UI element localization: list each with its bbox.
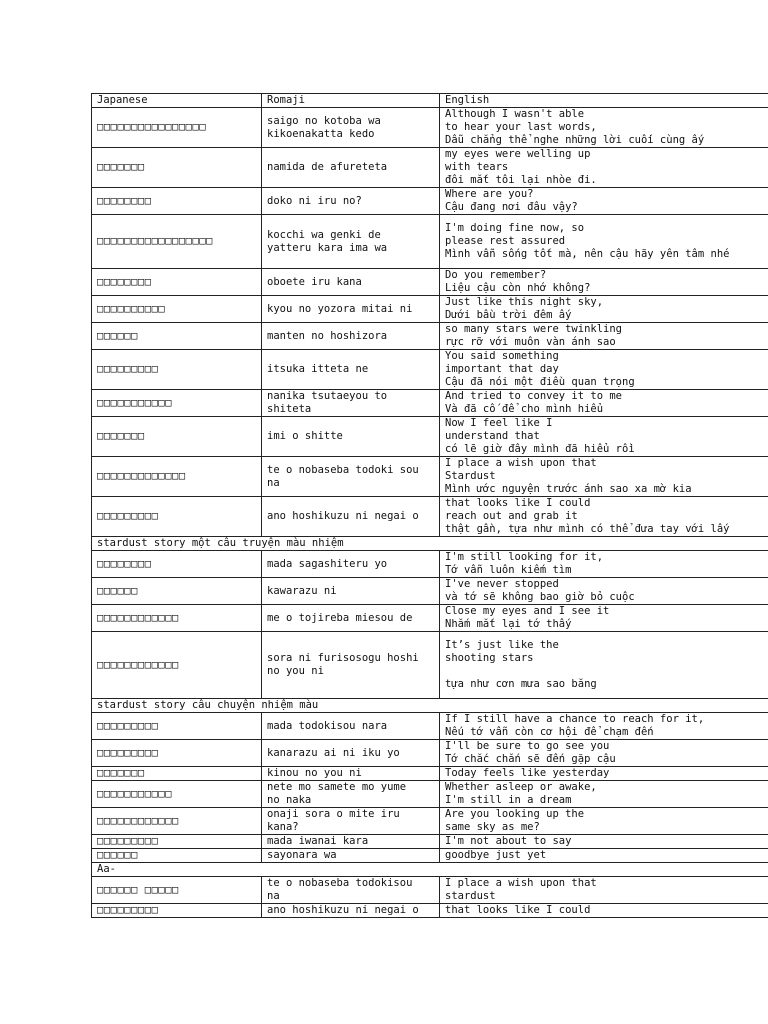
- japanese-cell: □□□□□□□□□□□□□: [92, 457, 262, 497]
- english-cell: If I still have a chance to reach for it, Nếu tớ vẫn còn cơ hội để chạm đến: [440, 713, 768, 740]
- japanese-cell: □□□□□□: [92, 323, 262, 350]
- japanese-cell: □□□□□□□□: [92, 269, 262, 296]
- japanese-cell: □□□□□□□□: [92, 188, 262, 215]
- japanese-cell: □□□□□□□□□□□: [92, 781, 262, 808]
- header-english: English: [440, 94, 768, 108]
- english-cell: I place a wish upon that stardust: [440, 877, 768, 904]
- section-row: [92, 863, 768, 877]
- lyric-row: [92, 781, 768, 808]
- romaji-cell: kocchi wa genki de yatteru kara ima wa: [262, 215, 440, 269]
- lyric-row: [92, 578, 768, 605]
- japanese-cell: □□□□□□□□□: [92, 497, 262, 537]
- romaji-cell: ano hoshikuzu ni negai o: [262, 904, 440, 918]
- lyric-row: [92, 390, 768, 417]
- lyric-row: [92, 632, 768, 699]
- lyric-row: [92, 808, 768, 835]
- english-cell: Do you remember? Liệu cậu còn nhớ không?: [440, 269, 768, 296]
- romaji-cell: mada iwanai kara: [262, 835, 440, 849]
- lyrics-sheet: [91, 93, 768, 918]
- section-label: stardust story câu chuyện nhiệm màu: [92, 699, 768, 713]
- japanese-cell: □□□□□□□□□□□□: [92, 605, 262, 632]
- lyric-row: [92, 108, 768, 148]
- lyric-row: [92, 740, 768, 767]
- romaji-cell: kyou no yozora mitai ni: [262, 296, 440, 323]
- romaji-cell: namida de afureteta: [262, 148, 440, 188]
- japanese-cell: □□□□□□□: [92, 148, 262, 188]
- header-romaji: Romaji: [262, 94, 440, 108]
- japanese-cell: □□□□□□□□□: [92, 713, 262, 740]
- romaji-cell: kinou no you ni: [262, 767, 440, 781]
- english-cell: I'll be sure to go see you Tớ chắc chắn sẽ đến gặp cậu: [440, 740, 768, 767]
- lyric-row: [92, 350, 768, 390]
- japanese-cell: □□□□□□□□□□□□: [92, 632, 262, 699]
- romaji-cell: imi o shitte: [262, 417, 440, 457]
- header-japanese: Japanese: [92, 94, 262, 108]
- romaji-cell: kawarazu ni: [262, 578, 440, 605]
- romaji-cell: sora ni furisosogu hoshi no you ni: [262, 632, 440, 699]
- lyric-row: [92, 835, 768, 849]
- english-cell: You said something important that day Cậu đã nói một điều quan trọng: [440, 350, 768, 390]
- lyric-row: [92, 877, 768, 904]
- lyric-row: [92, 605, 768, 632]
- english-cell: I'm not about to say: [440, 835, 768, 849]
- romaji-cell: ano hoshikuzu ni negai o: [262, 497, 440, 537]
- english-cell: Where are you? Cậu đang nơi đâu vậy?: [440, 188, 768, 215]
- romaji-cell: nete mo samete mo yume no naka: [262, 781, 440, 808]
- lyric-row: [92, 457, 768, 497]
- japanese-cell: □□□□□□□□□□□□: [92, 808, 262, 835]
- lyric-row: [92, 148, 768, 188]
- romaji-cell: te o nobaseba todokisou na: [262, 877, 440, 904]
- romaji-cell: mada todokisou nara: [262, 713, 440, 740]
- lyric-row: [92, 767, 768, 781]
- japanese-cell: □□□□□□□□□: [92, 740, 262, 767]
- romaji-cell: nanika tsutaeyou to shiteta: [262, 390, 440, 417]
- japanese-cell: □□□□□□□□□□□: [92, 390, 262, 417]
- japanese-cell: □□□□□□□□□: [92, 904, 262, 918]
- lyric-row: [92, 417, 768, 457]
- english-cell: I'm doing fine now, so please rest assured Mình vẫn sống tốt mà, nên cậu hãy yên tâm nhé: [440, 215, 768, 269]
- romaji-cell: onaji sora o mite iru kana?: [262, 808, 440, 835]
- english-cell: Close my eyes and I see it Nhắm mắt lại tớ thấy: [440, 605, 768, 632]
- section-row: [92, 537, 768, 551]
- romaji-cell: me o tojireba miesou de: [262, 605, 440, 632]
- japanese-cell: □□□□□□□□□□: [92, 296, 262, 323]
- english-cell: Today feels like yesterday: [440, 767, 768, 781]
- japanese-cell: □□□□□□□□□: [92, 835, 262, 849]
- english-cell: Now I feel like I understand that có lẽ giờ đây mình đã hiểu rồi: [440, 417, 768, 457]
- english-cell: Although I wasn't able to hear your last words, Dẫu chẳng thể nghe những lời cuối cùng ấy: [440, 108, 768, 148]
- lyric-row: [92, 323, 768, 350]
- english-cell: that looks like I could reach out and grab it thật gần, tựa như mình có thể đưa tay với lấy: [440, 497, 768, 537]
- english-cell: so many stars were twinkling rực rỡ với muôn vàn ánh sao: [440, 323, 768, 350]
- lyric-row: [92, 269, 768, 296]
- romaji-cell: mada sagashiteru yo: [262, 551, 440, 578]
- japanese-cell: □□□□□□□: [92, 417, 262, 457]
- japanese-cell: □□□□□□ □□□□□: [92, 877, 262, 904]
- english-cell: I've never stopped và tớ sẽ không bao giờ bỏ cuộc: [440, 578, 768, 605]
- lyric-row: [92, 497, 768, 537]
- romaji-cell: oboete iru kana: [262, 269, 440, 296]
- japanese-cell: □□□□□□□□□□□□□□□□□: [92, 215, 262, 269]
- english-cell: It’s just like the shooting stars tựa như cơn mưa sao băng: [440, 632, 768, 699]
- lyrics-table: [91, 93, 768, 918]
- lyric-row: [92, 296, 768, 323]
- japanese-cell: □□□□□□□□□□□□□□□□: [92, 108, 262, 148]
- english-cell: my eyes were welling up with tears đôi mắt tôi lại nhòe đi.: [440, 148, 768, 188]
- romaji-cell: doko ni iru no?: [262, 188, 440, 215]
- lyric-row: [92, 551, 768, 578]
- english-cell: I'm still looking for it, Tớ vẫn luôn kiếm tìm: [440, 551, 768, 578]
- english-cell: Are you looking up the same sky as me?: [440, 808, 768, 835]
- romaji-cell: sayonara wa: [262, 849, 440, 863]
- english-cell: And tried to convey it to me Và đã cố để cho mình hiểu: [440, 390, 768, 417]
- english-cell: I place a wish upon that Stardust Mình ước nguyện trước ánh sao xa mờ kia: [440, 457, 768, 497]
- lyric-row: [92, 849, 768, 863]
- lyric-row: [92, 188, 768, 215]
- section-label: stardust story một câu truyện màu nhiệm: [92, 537, 768, 551]
- header-row: [92, 94, 768, 108]
- romaji-cell: te o nobaseba todoki sou na: [262, 457, 440, 497]
- japanese-cell: □□□□□□□□□: [92, 350, 262, 390]
- romaji-cell: kanarazu ai ni iku yo: [262, 740, 440, 767]
- japanese-cell: □□□□□□: [92, 849, 262, 863]
- english-cell: Just like this night sky, Dưới bầu trời đêm ấy: [440, 296, 768, 323]
- romaji-cell: saigo no kotoba wa kikoenakatta kedo: [262, 108, 440, 148]
- section-label: Aa-: [92, 863, 768, 877]
- lyric-row: [92, 713, 768, 740]
- lyric-row: [92, 215, 768, 269]
- english-cell: goodbye just yet: [440, 849, 768, 863]
- section-row: [92, 699, 768, 713]
- english-cell: that looks like I could: [440, 904, 768, 918]
- japanese-cell: □□□□□□□□: [92, 551, 262, 578]
- japanese-cell: □□□□□□: [92, 578, 262, 605]
- lyric-row: [92, 904, 768, 918]
- lyrics-body: [92, 108, 768, 918]
- japanese-cell: □□□□□□□: [92, 767, 262, 781]
- english-cell: Whether asleep or awake, I'm still in a dream: [440, 781, 768, 808]
- romaji-cell: manten no hoshizora: [262, 323, 440, 350]
- romaji-cell: itsuka itteta ne: [262, 350, 440, 390]
